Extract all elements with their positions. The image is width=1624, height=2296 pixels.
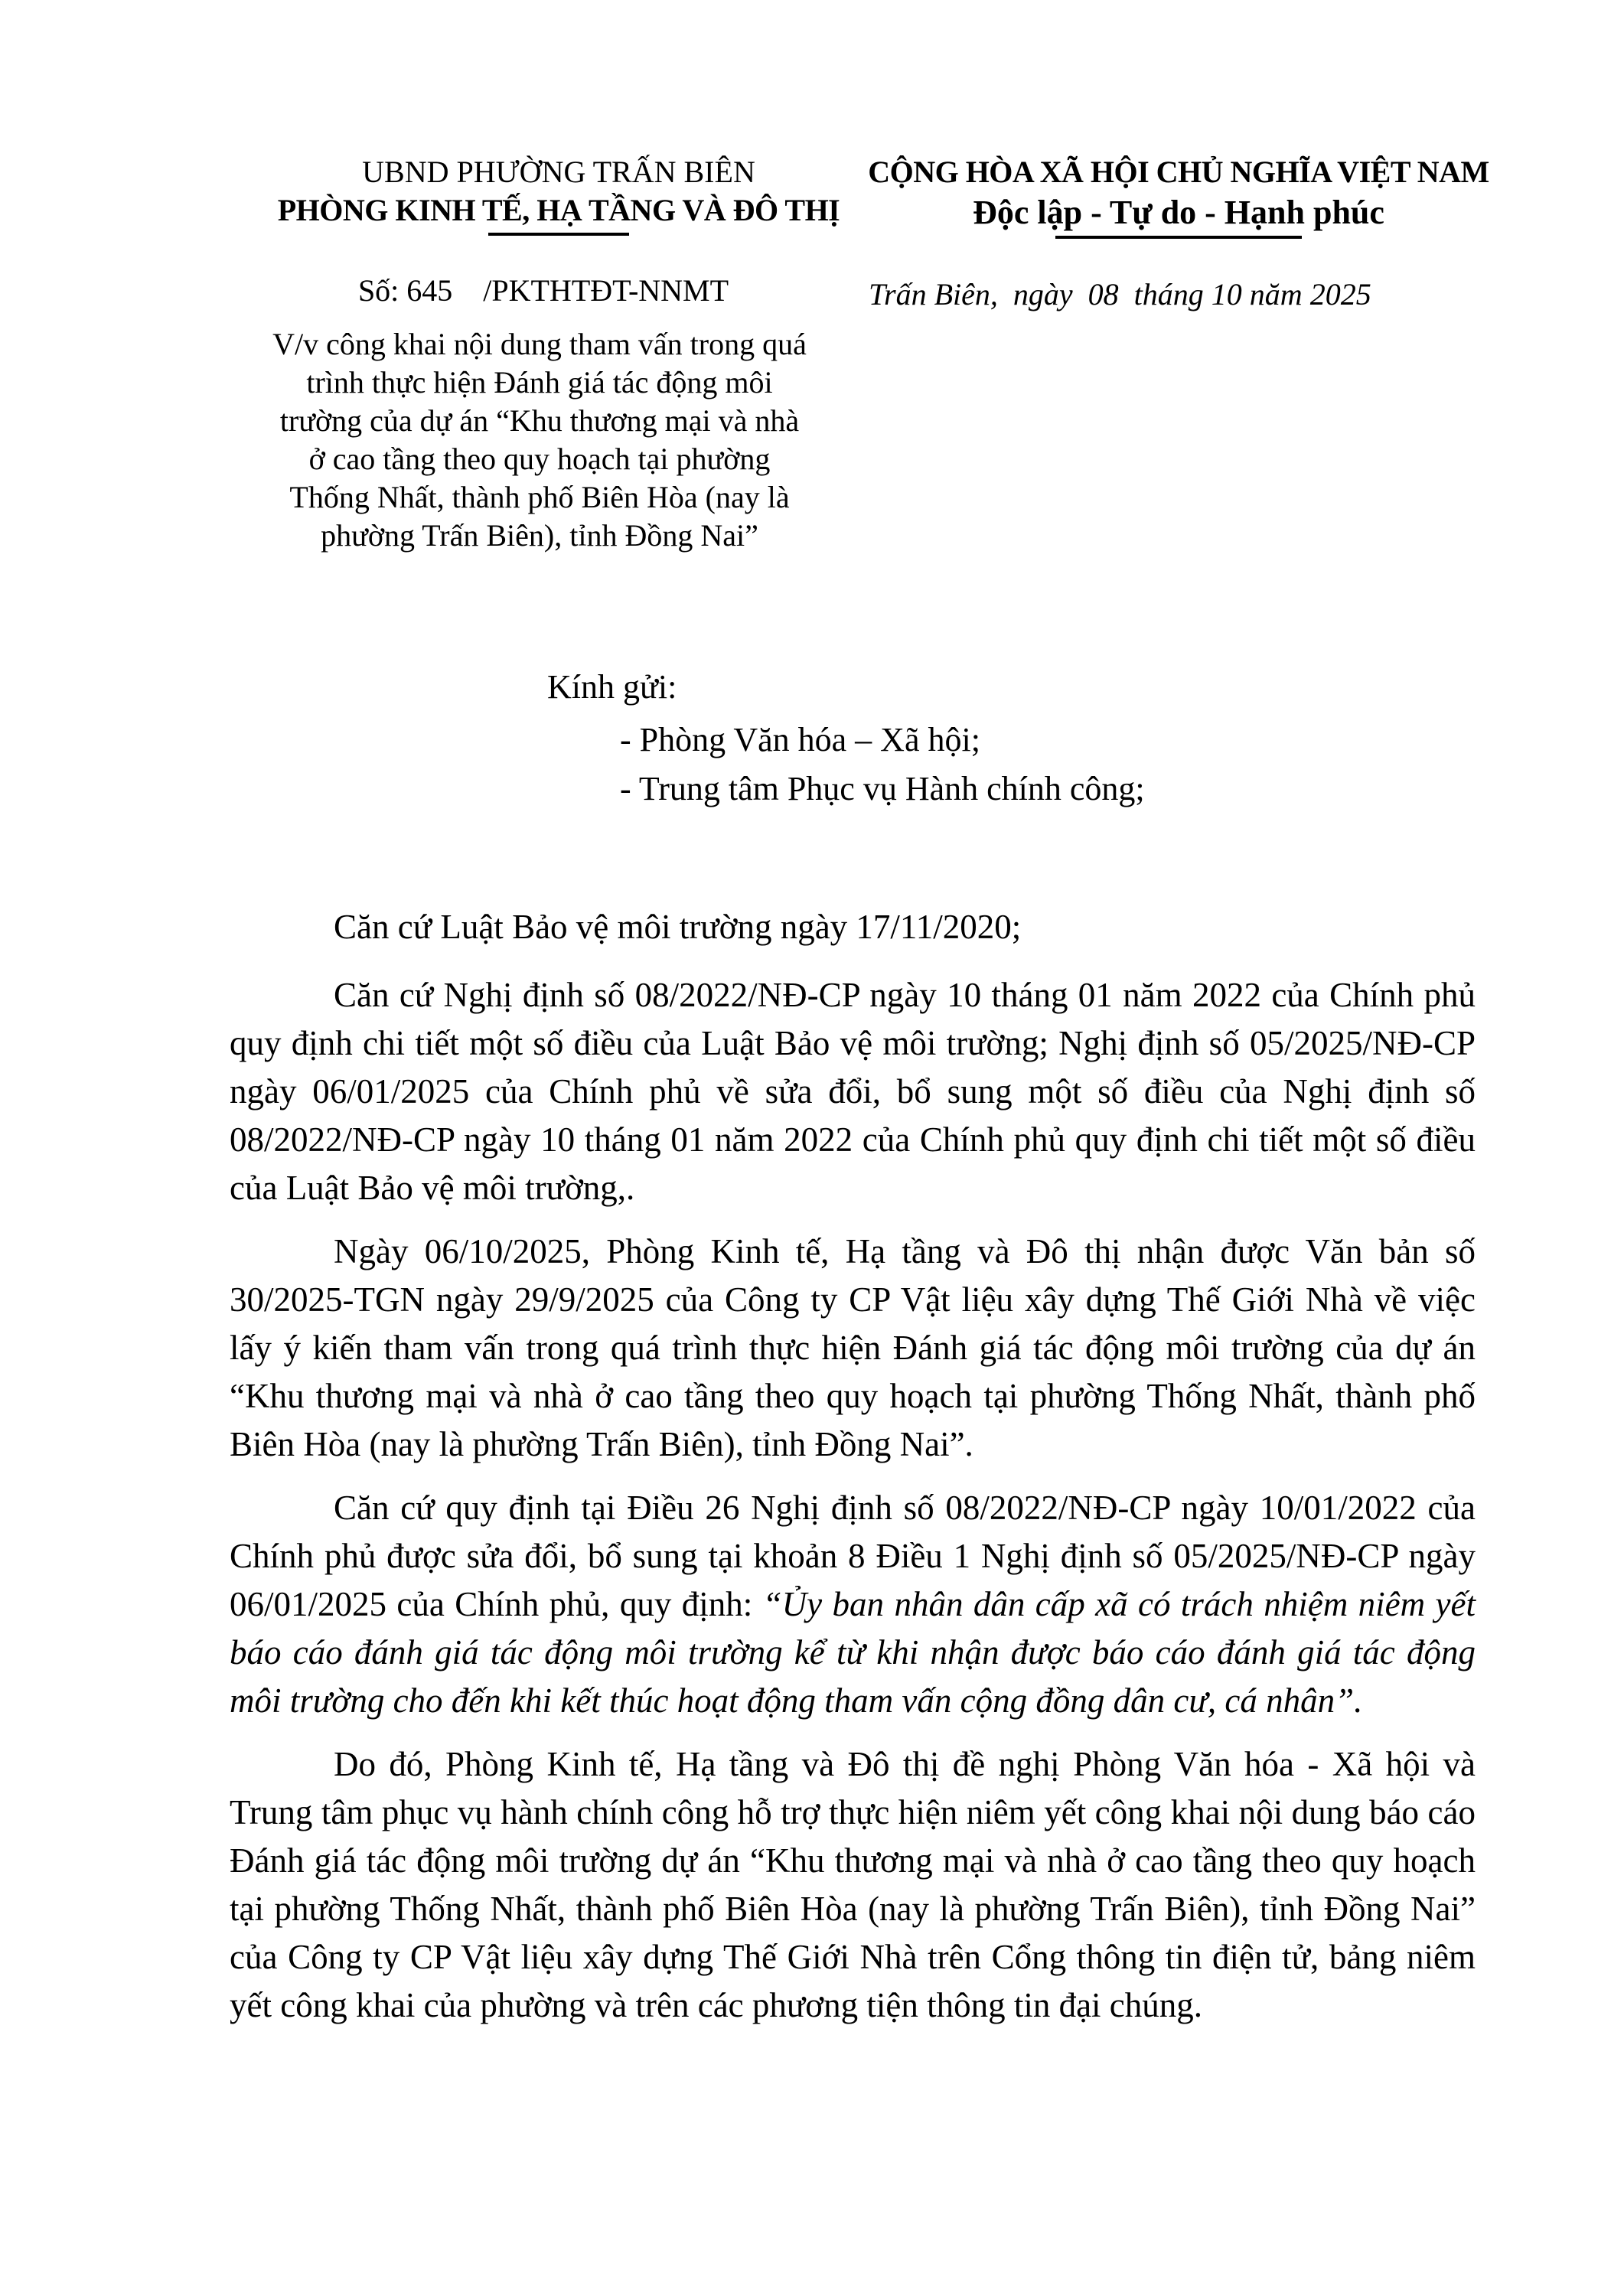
recipient-item: - Phòng Văn hóa – Xã hội; [620,721,980,758]
regulation-quote: “Ủy ban nhân dân cấp xã có trách nhiệm niêm yết báo cáo đánh giá tác động môi trường kể từ khi nhận được báo cáo đánh giá tác động môi trường cho đến khi kết thúc hoạt động tham vấn cộng đồng dân cư, cá nhân”. [230,1585,1476,1720]
recipient-item: - Trung tâm Phục vụ Hành chính công; [620,770,1145,807]
dateline-day-label: ngày [1013,277,1073,311]
body-paragraph-request: Do đó, Phòng Kinh tế, Hạ tầng và Đô thị đề nghị Phòng Văn hóa - Xã hội và Trung tâm phục vụ hành chính công hỗ trợ thực hiện niêm yết công khai nội dung báo cáo Đánh giá tác động môi trường dự án “Khu thương mại và nhà ở cao tầng theo quy hoạch tại phường Thống Nhất, thành phố Biên Hòa (nay là phường Trấn Biên), tỉnh Đồng Nai” của Công ty CP Vật liệu xây dựng Thế Giới Nhà trên Cổng thông tin điện tử, bảng niêm yết công khai của phường và trên các phương tiện thông tin đại chúng. [230,1745,1476,2024]
dateline-month-label: tháng [1133,277,1204,311]
motto-underline [1055,236,1302,239]
body-paragraph-regulation [230,1484,1476,1725]
recipient-list [620,716,1145,814]
document-number-code: /PKTHTĐT-NNMT [483,273,729,308]
dateline-day: 08 [1088,277,1119,311]
subject-line: trường của dự án “Khu thương mại và nhà [279,403,800,438]
dateline-year: 2025 [1309,277,1371,311]
document-subject [233,325,846,555]
body-paragraph-legal-basis-law: Căn cứ Luật Bảo vệ môi trường ngày 17/11/2020; [334,908,1022,946]
subject-line: Thống Nhất, thành phố Biên Hòa (nay là [289,480,790,514]
dateline-place: Trấn Biên, [869,277,998,311]
dateline [869,276,1496,314]
dateline-month: 10 [1211,277,1242,311]
subject-line: ở cao tầng theo quy hoạch tại phường [308,442,771,476]
issuing-agency-block [237,153,880,236]
body-paragraph-legal-basis-decree: Căn cứ Nghị định số 08/2022/NĐ-CP ngày 10 tháng 01 năm 2022 của Chính phủ quy định chi tiết một số điều của Luật Bảo vệ môi trường; Nghị định số 05/2025/NĐ-CP ngày 06/01/2025 của Chính phủ về sửa đổi, bổ sung một số điều của Nghị định số 08/2022/NĐ-CP ngày 10 tháng 01 năm 2022 của Chính phủ quy định chi tiết một số điều của Luật Bảo vệ môi trường,. [230,976,1476,1207]
regulation-intro: Căn cứ quy định tại Điều 26 Nghị định số 08/2022/NĐ-CP ngày 10/01/2022 của Chính phủ được sửa đổi, bổ sung tại khoản 8 Điều 1 Nghị định số 05/2025/NĐ-CP ngày 06/01/2025 của Chính phủ, quy định: [230,1489,1476,1623]
subject-line: trình thực hiện Đánh giá tác động môi [306,365,773,400]
document-number-prefix: Số: [357,273,399,308]
agency-name: UBND PHƯỜNG TRẤN BIÊN [362,155,755,189]
department-name: PHÒNG KINH TẾ, HẠ TẦNG VÀ ĐÔ THỊ [277,193,840,227]
subject-line: phường Trấn Biên), tỉnh Đồng Nai” [321,518,758,553]
agency-underline [488,233,629,236]
subject-line: V/v công khai nội dung tham vấn trong quá [272,327,807,361]
salutation: Kính gửi: [547,668,677,706]
body-paragraph-receipt: Ngày 06/10/2025, Phòng Kinh tế, Hạ tầng và Đô thị nhận được Văn bản số 30/2025-TGN ngày 29/9/2025 của Công ty CP Vật liệu xây dựng Thế Giới Nhà về việc lấy ý kiến tham vấn trong quá trình thực hiện Đánh giá tác động môi trường của dự án “Khu thương mại và nhà ở cao tầng theo quy hoạch tại phường Thống Nhất, thành phố Biên Hòa (nay là phường Trấn Biên), tỉnh Đồng Nai”. [230,1232,1476,1463]
document-number-value: 645 [406,273,453,308]
national-motto: Độc lập - Tự do - Hạnh phúc [973,194,1384,231]
dateline-year-label: năm [1249,277,1303,311]
document-body [230,903,1476,2045]
national-title-block [842,153,1515,239]
republic-title: CỘNG HÒA XÃ HỘI CHỦ NGHĨA VIỆT NAM [868,155,1489,189]
document-number [237,272,850,310]
